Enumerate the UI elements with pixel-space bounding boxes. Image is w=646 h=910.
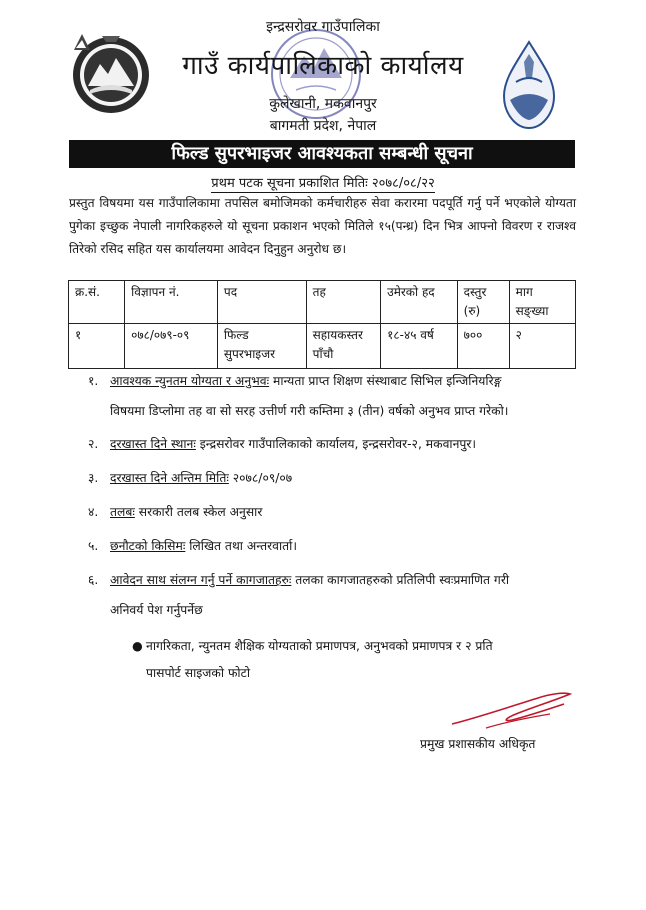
section-text: सरकारी तलब स्केल अनुसार: [134, 505, 263, 519]
col-header-post: पद: [217, 281, 306, 324]
section-number: ४.: [88, 505, 99, 519]
notice-title-banner: फिल्ड सुपरभाइजर आवश्यकता सम्बन्धी सूचना: [69, 140, 575, 168]
section-number: ५.: [88, 539, 99, 553]
section-qualification: [88, 369, 588, 423]
section-number: ६.: [88, 573, 99, 587]
col-header-advert-no: विज्ञापन नं.: [125, 281, 218, 324]
section-deadline: [88, 466, 588, 490]
section-text: इन्द्रसरोवर गाउँपालिकाको कार्यालय, इन्द्रसरोवर-२, मकवानपुर।: [195, 437, 477, 451]
cell-level: सहायकस्तर पाँचौ: [306, 324, 380, 369]
section-label: दरखास्त दिने स्थानः: [110, 437, 196, 451]
col-header-fee: दस्तुर (रु): [457, 281, 509, 324]
intro-paragraph: प्रस्तुत विषयमा यस गाउँपालिकामा तपसिल बमोजिमको कर्मचारीहरु सेवा करारमा पदपूर्ति गर्नु पर्ने भएकोले योग्यता पुगेका इच्छुक नेपाली नागरिकहरुले यो सूचना प्रकाशन भएको मितिले १५(पन्ध्र) दिन भित्र आफ्नो विवरण र राजश्व तिरेको रसिद सहित यस कार्यालयमा आवेदन दिनुहुन अनुरोध छ।: [69, 196, 576, 256]
col-header-age-limit: उमेरको हद: [381, 281, 458, 324]
section-text: लिखित तथा अन्तरवार्ता।: [185, 539, 297, 553]
section-label: आवेदन साथ संलग्न गर्नु पर्ने कागजातहरुः: [110, 573, 292, 587]
signature-mark: [446, 688, 576, 732]
section-selection-method: [88, 534, 588, 558]
vacancy-table: [68, 280, 576, 369]
section-required-documents: [88, 568, 588, 622]
col-header-count: माग सङ्ख्या: [509, 281, 575, 324]
bullet-icon: ●: [132, 639, 143, 653]
section-label: छनौटको किसिमः: [110, 539, 186, 553]
cell-advert-no: ०७८/०७९-०९: [125, 324, 218, 369]
municipality-name: इन्द्रसरोवर गाउँपालिका: [266, 19, 380, 35]
section-text: तलका कागजातहरुको प्रतिलिपी स्वःप्रमाणित गरी: [291, 573, 510, 587]
cell-fee: ७००: [457, 324, 509, 369]
col-header-serial: क्र.सं.: [69, 281, 125, 324]
table-row: [69, 324, 576, 369]
section-label: आवश्यक न्युनतम योग्यता र अनुभवः: [110, 374, 270, 388]
published-date-line: [0, 173, 646, 191]
section-continuation: विषयमा डिप्लोमा तह वा सो सरह उत्तीर्ण गरी कम्तिमा ३ (तीन) वर्षको अनुभव प्राप्त गरेको।: [110, 404, 509, 418]
cell-count: २: [509, 324, 575, 369]
document-list-item: [132, 633, 586, 687]
table-header-row: [69, 281, 576, 324]
published-date-text: प्रथम पटक सूचना प्रकाशित मितिः २०७८/०८/२२: [211, 176, 435, 191]
cell-post: फिल्ड सुपरभाइजर: [217, 324, 306, 369]
document-list-line: पासपोर्ट साइजको फोटो: [146, 666, 251, 680]
section-text: मान्यता प्राप्त शिक्षण संस्थाबाट सिभिल इन्जिनियरिङ्ग: [269, 374, 502, 388]
section-continuation: अनिवर्य पेश गर्नुपर्नेछ: [110, 603, 203, 617]
document-list-line: नागरिकता, न्युनतम शैक्षिक योग्यताको प्रमाणपत्र, अनुभवको प्रमाणपत्र र २ प्रति: [146, 639, 493, 653]
office-address: कुलेखानी, मकवानपुर: [269, 96, 377, 112]
section-label: दरखास्त दिने अन्तिम मितिः: [110, 471, 229, 485]
section-text: २०७८/०९/०७: [228, 471, 293, 485]
section-application-place: [88, 432, 588, 456]
col-header-level: तह: [306, 281, 380, 324]
province-line: बागमती प्रदेश, नेपाल: [269, 118, 377, 134]
office-title: गाउँ कार्यपालिकाको कार्यालय: [182, 51, 464, 81]
section-label: तलबः: [110, 505, 135, 519]
section-number: १.: [88, 374, 99, 388]
section-number: ३.: [88, 471, 99, 485]
section-number: २.: [88, 437, 99, 451]
signatory-title: प्रमुख प्रशासकीय अधिकृत: [420, 737, 536, 751]
cell-serial: १: [69, 324, 125, 369]
section-salary: [88, 500, 588, 524]
cell-age-limit: १८-४५ वर्ष: [381, 324, 458, 369]
